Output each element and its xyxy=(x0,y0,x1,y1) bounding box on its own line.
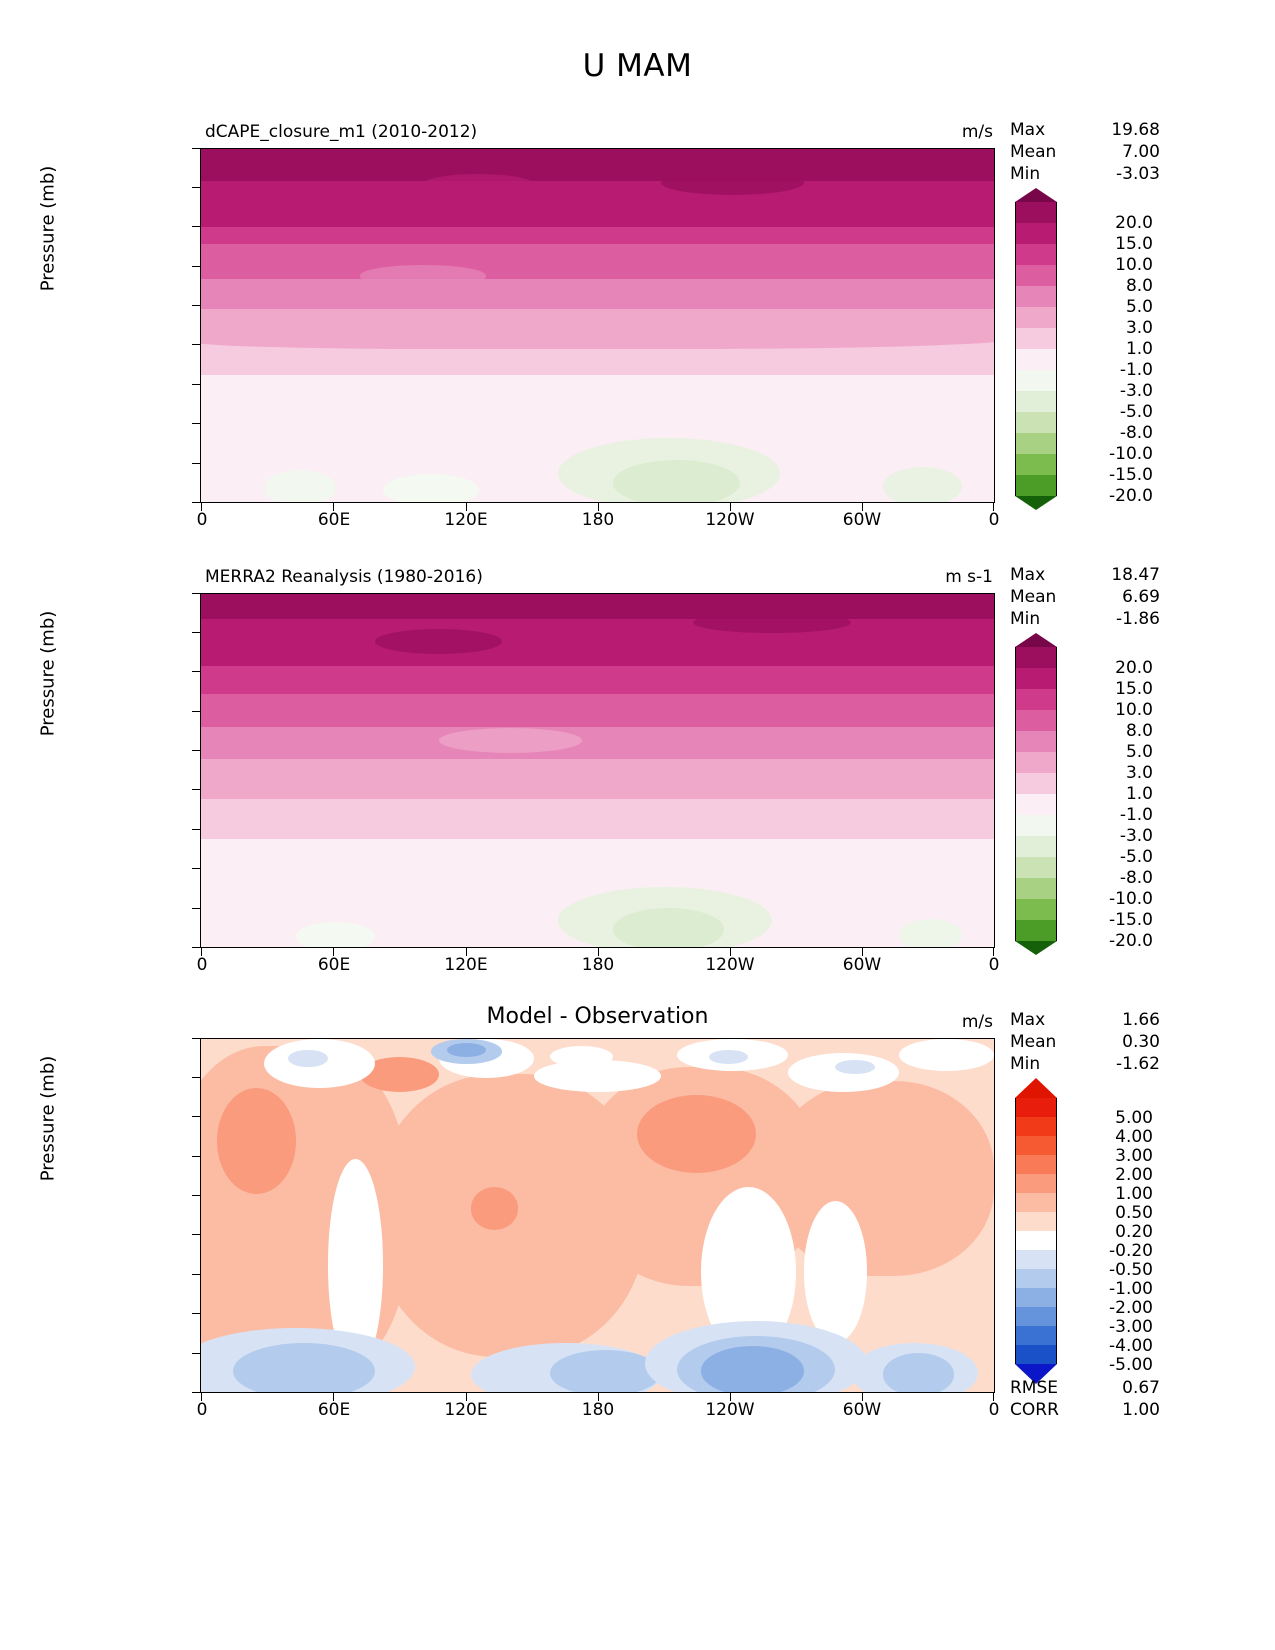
colorbar-swatch xyxy=(1015,668,1057,689)
colorbar-label: -5.00 xyxy=(1109,1355,1153,1375)
panel-difference-ylabel: Pressure (mb) xyxy=(37,1055,59,1182)
colorbar-label: 0.20 xyxy=(1115,1222,1153,1242)
stat-value: 0.67 xyxy=(1122,1378,1160,1398)
xtick-label: 120E xyxy=(444,955,488,975)
colorbar-swatch xyxy=(1015,433,1057,454)
stat-row xyxy=(1010,1032,1160,1054)
colorbar-label: 1.0 xyxy=(1125,339,1153,359)
colorbar-swatch xyxy=(1015,878,1057,899)
colorbar-label: -10.0 xyxy=(1109,444,1153,464)
colorbar-swatch xyxy=(1015,1307,1057,1326)
panel-difference-header: Model - Observation xyxy=(486,1004,709,1029)
stat-value: 1.00 xyxy=(1122,1399,1160,1420)
colorbar-swatch xyxy=(1015,1250,1057,1269)
colorbar-swatch xyxy=(1015,836,1057,857)
colorbar-label: 0.50 xyxy=(1115,1203,1153,1223)
colorbar-label: -3.00 xyxy=(1109,1317,1153,1337)
colorbar-swatch xyxy=(1015,202,1057,223)
stat-row xyxy=(1010,609,1160,631)
colorbar-swatch xyxy=(1015,391,1057,412)
stat-key: Max xyxy=(1010,120,1046,140)
xtick-label: 180 xyxy=(581,955,615,975)
colorbar-swatch xyxy=(1015,689,1057,710)
stat-row xyxy=(1010,142,1160,164)
colorbar-label: 20.0 xyxy=(1115,658,1153,678)
colorbar-swatch xyxy=(1015,794,1057,815)
stat-key: Mean xyxy=(1010,586,1057,607)
xtick-label: 0 xyxy=(196,955,208,975)
stat-row xyxy=(1010,1054,1160,1076)
colorbar-label: 3.0 xyxy=(1125,763,1153,783)
colorbar-label: 10.0 xyxy=(1115,700,1153,720)
colorbar-swatch xyxy=(1015,1174,1057,1193)
panel-observation-units: m s-1 xyxy=(945,567,993,587)
colorbar-under-arrow xyxy=(1015,496,1057,510)
panel-model-units: m/s xyxy=(961,122,993,142)
colorbar-label: -15.0 xyxy=(1109,465,1153,485)
colorbar-label: 5.0 xyxy=(1125,297,1153,317)
colorbar-swatch xyxy=(1015,1326,1057,1345)
colorbar-over-arrow xyxy=(1015,633,1057,647)
panel-model-stats xyxy=(1010,120,1160,185)
xtick-label: 60W xyxy=(842,510,882,530)
stat-value: -1.62 xyxy=(1116,1053,1160,1074)
colorbar-swatch xyxy=(1015,286,1057,307)
colorbar-label: 4.00 xyxy=(1115,1127,1153,1147)
colorbar-label: 1.0 xyxy=(1125,784,1153,804)
xtick-label: 60E xyxy=(317,955,351,975)
stat-value: -1.86 xyxy=(1116,608,1160,629)
colorbar-swatch xyxy=(1015,454,1057,475)
colorbar-label: 8.0 xyxy=(1125,276,1153,296)
stat-value: 6.69 xyxy=(1122,586,1160,607)
colorbar-label: 8.0 xyxy=(1125,721,1153,741)
panel-model-ylabel: Pressure (mb) xyxy=(37,165,59,292)
colorbar-swatch xyxy=(1015,752,1057,773)
colorbar-label: 15.0 xyxy=(1115,234,1153,254)
colorbar-swatch xyxy=(1015,920,1057,941)
stat-value: 1.66 xyxy=(1122,1010,1160,1030)
stat-key: Min xyxy=(1010,163,1041,184)
colorbar-label: 3.0 xyxy=(1125,318,1153,338)
xtick-label: 60E xyxy=(317,1400,351,1420)
xtick-label: 0 xyxy=(196,510,208,530)
stat-key: Mean xyxy=(1010,1031,1057,1052)
stat-value: -3.03 xyxy=(1116,163,1160,184)
colorbar-label: -1.00 xyxy=(1109,1279,1153,1299)
colorbar-swatch xyxy=(1015,349,1057,370)
colorbar-swatch xyxy=(1015,412,1057,433)
xtick-label: 0 xyxy=(988,1400,1000,1420)
colorbar-swatch xyxy=(1015,1269,1057,1288)
stat-value: 19.68 xyxy=(1111,120,1160,140)
colorbar-swatch xyxy=(1015,1098,1057,1117)
colorbar-under-arrow xyxy=(1015,941,1057,955)
stat-row xyxy=(1010,1378,1160,1400)
panel-observation-plot xyxy=(200,593,995,948)
stat-row xyxy=(1010,587,1160,609)
colorbar-over-arrow xyxy=(1015,1078,1057,1098)
colorbar-swatch xyxy=(1015,307,1057,328)
stat-key: Max xyxy=(1010,1010,1046,1030)
stat-key: Mean xyxy=(1010,141,1057,162)
colorbar-swatch xyxy=(1015,1117,1057,1136)
contour-field-model xyxy=(201,149,994,502)
stat-key: Min xyxy=(1010,608,1041,629)
colorbar-swatch xyxy=(1015,710,1057,731)
colorbar-label: 10.0 xyxy=(1115,255,1153,275)
xtick-label: 0 xyxy=(988,510,1000,530)
stat-value: 0.30 xyxy=(1122,1031,1160,1052)
stat-row xyxy=(1010,164,1160,186)
colorbar-label: 20.0 xyxy=(1115,213,1153,233)
stat-row xyxy=(1010,565,1160,587)
colorbar-label: -5.0 xyxy=(1119,402,1153,422)
colorbar-swatch xyxy=(1015,857,1057,878)
stat-row xyxy=(1010,120,1160,142)
colorbar-swatch xyxy=(1015,731,1057,752)
stat-row xyxy=(1010,1400,1160,1422)
colorbar-label: -1.0 xyxy=(1119,805,1153,825)
colorbar-label: -4.00 xyxy=(1109,1336,1153,1356)
colorbar-label: -20.0 xyxy=(1109,931,1153,951)
colorbar-label: -5.0 xyxy=(1119,847,1153,867)
colorbar-swatch xyxy=(1015,223,1057,244)
colorbar-label: -10.0 xyxy=(1109,889,1153,909)
panel-difference-units: m/s xyxy=(961,1012,993,1032)
colorbar-swatch xyxy=(1015,773,1057,794)
stat-key: Max xyxy=(1010,565,1046,585)
colorbar-swatch xyxy=(1015,815,1057,836)
colorbar-label: -1.0 xyxy=(1119,360,1153,380)
xtick-label: 120W xyxy=(705,955,755,975)
colorbar-swatch xyxy=(1015,1136,1057,1155)
xtick-label: 120E xyxy=(444,1400,488,1420)
panel-difference-plot xyxy=(200,1038,995,1393)
colorbar-swatch xyxy=(1015,328,1057,349)
colorbar-label: 5.00 xyxy=(1115,1108,1153,1128)
colorbar-label: 3.00 xyxy=(1115,1146,1153,1166)
colorbar-label: -0.50 xyxy=(1109,1260,1153,1280)
colorbar-swatch xyxy=(1015,244,1057,265)
stat-row xyxy=(1010,1010,1160,1032)
xtick-label: 180 xyxy=(581,510,615,530)
xtick-label: 0 xyxy=(988,955,1000,975)
panel-model-plot xyxy=(200,148,995,503)
colorbar-label: 2.00 xyxy=(1115,1165,1153,1185)
panel-observation-ylabel: Pressure (mb) xyxy=(37,610,59,737)
colorbar-over-arrow xyxy=(1015,188,1057,202)
colorbar-swatch xyxy=(1015,1288,1057,1307)
colorbar-swatch xyxy=(1015,370,1057,391)
colorbar-swatch xyxy=(1015,647,1057,668)
stat-key: Min xyxy=(1010,1053,1041,1074)
panel-difference-footer-stats xyxy=(1010,1378,1160,1422)
colorbar-label: -8.0 xyxy=(1119,868,1153,888)
stat-value: 18.47 xyxy=(1111,565,1160,585)
panel-observation-stats xyxy=(1010,565,1160,630)
stat-key: CORR xyxy=(1010,1399,1059,1420)
colorbar-label: -20.0 xyxy=(1109,486,1153,506)
colorbar-label: -15.0 xyxy=(1109,910,1153,930)
colorbar-label: -8.0 xyxy=(1119,423,1153,443)
panel-observation-header: MERRA2 Reanalysis (1980-2016) xyxy=(205,567,483,587)
colorbar-swatch xyxy=(1015,265,1057,286)
xtick-label: 120W xyxy=(705,1400,755,1420)
colorbar-label: 5.0 xyxy=(1125,742,1153,762)
colorbar-label: -3.0 xyxy=(1119,826,1153,846)
colorbar-swatch xyxy=(1015,899,1057,920)
stat-key: RMSE xyxy=(1010,1378,1059,1398)
colorbar-label: -2.00 xyxy=(1109,1298,1153,1318)
stat-value: 7.00 xyxy=(1122,141,1160,162)
xtick-label: 60W xyxy=(842,1400,882,1420)
colorbar-swatch xyxy=(1015,1212,1057,1231)
colorbar-label: 15.0 xyxy=(1115,679,1153,699)
colorbar-swatch xyxy=(1015,1155,1057,1174)
xtick-label: 120E xyxy=(444,510,488,530)
panel-model-header: dCAPE_closure_m1 (2010-2012) xyxy=(205,122,478,142)
xtick-label: 0 xyxy=(196,1400,208,1420)
colorbar-swatch xyxy=(1015,475,1057,496)
contour-field-difference xyxy=(201,1039,994,1392)
page-title: U MAM xyxy=(582,48,693,84)
xtick-label: 60W xyxy=(842,955,882,975)
colorbar-label: 1.00 xyxy=(1115,1184,1153,1204)
xtick-label: 120W xyxy=(705,510,755,530)
xtick-label: 60E xyxy=(317,510,351,530)
colorbar-label: -0.20 xyxy=(1109,1241,1153,1261)
colorbar-swatch xyxy=(1015,1231,1057,1250)
panel-difference-stats xyxy=(1010,1010,1160,1075)
xtick-label: 180 xyxy=(581,1400,615,1420)
colorbar-label: -3.0 xyxy=(1119,381,1153,401)
colorbar-swatch xyxy=(1015,1193,1057,1212)
colorbar-swatch xyxy=(1015,1345,1057,1364)
contour-field-observation xyxy=(201,594,994,947)
